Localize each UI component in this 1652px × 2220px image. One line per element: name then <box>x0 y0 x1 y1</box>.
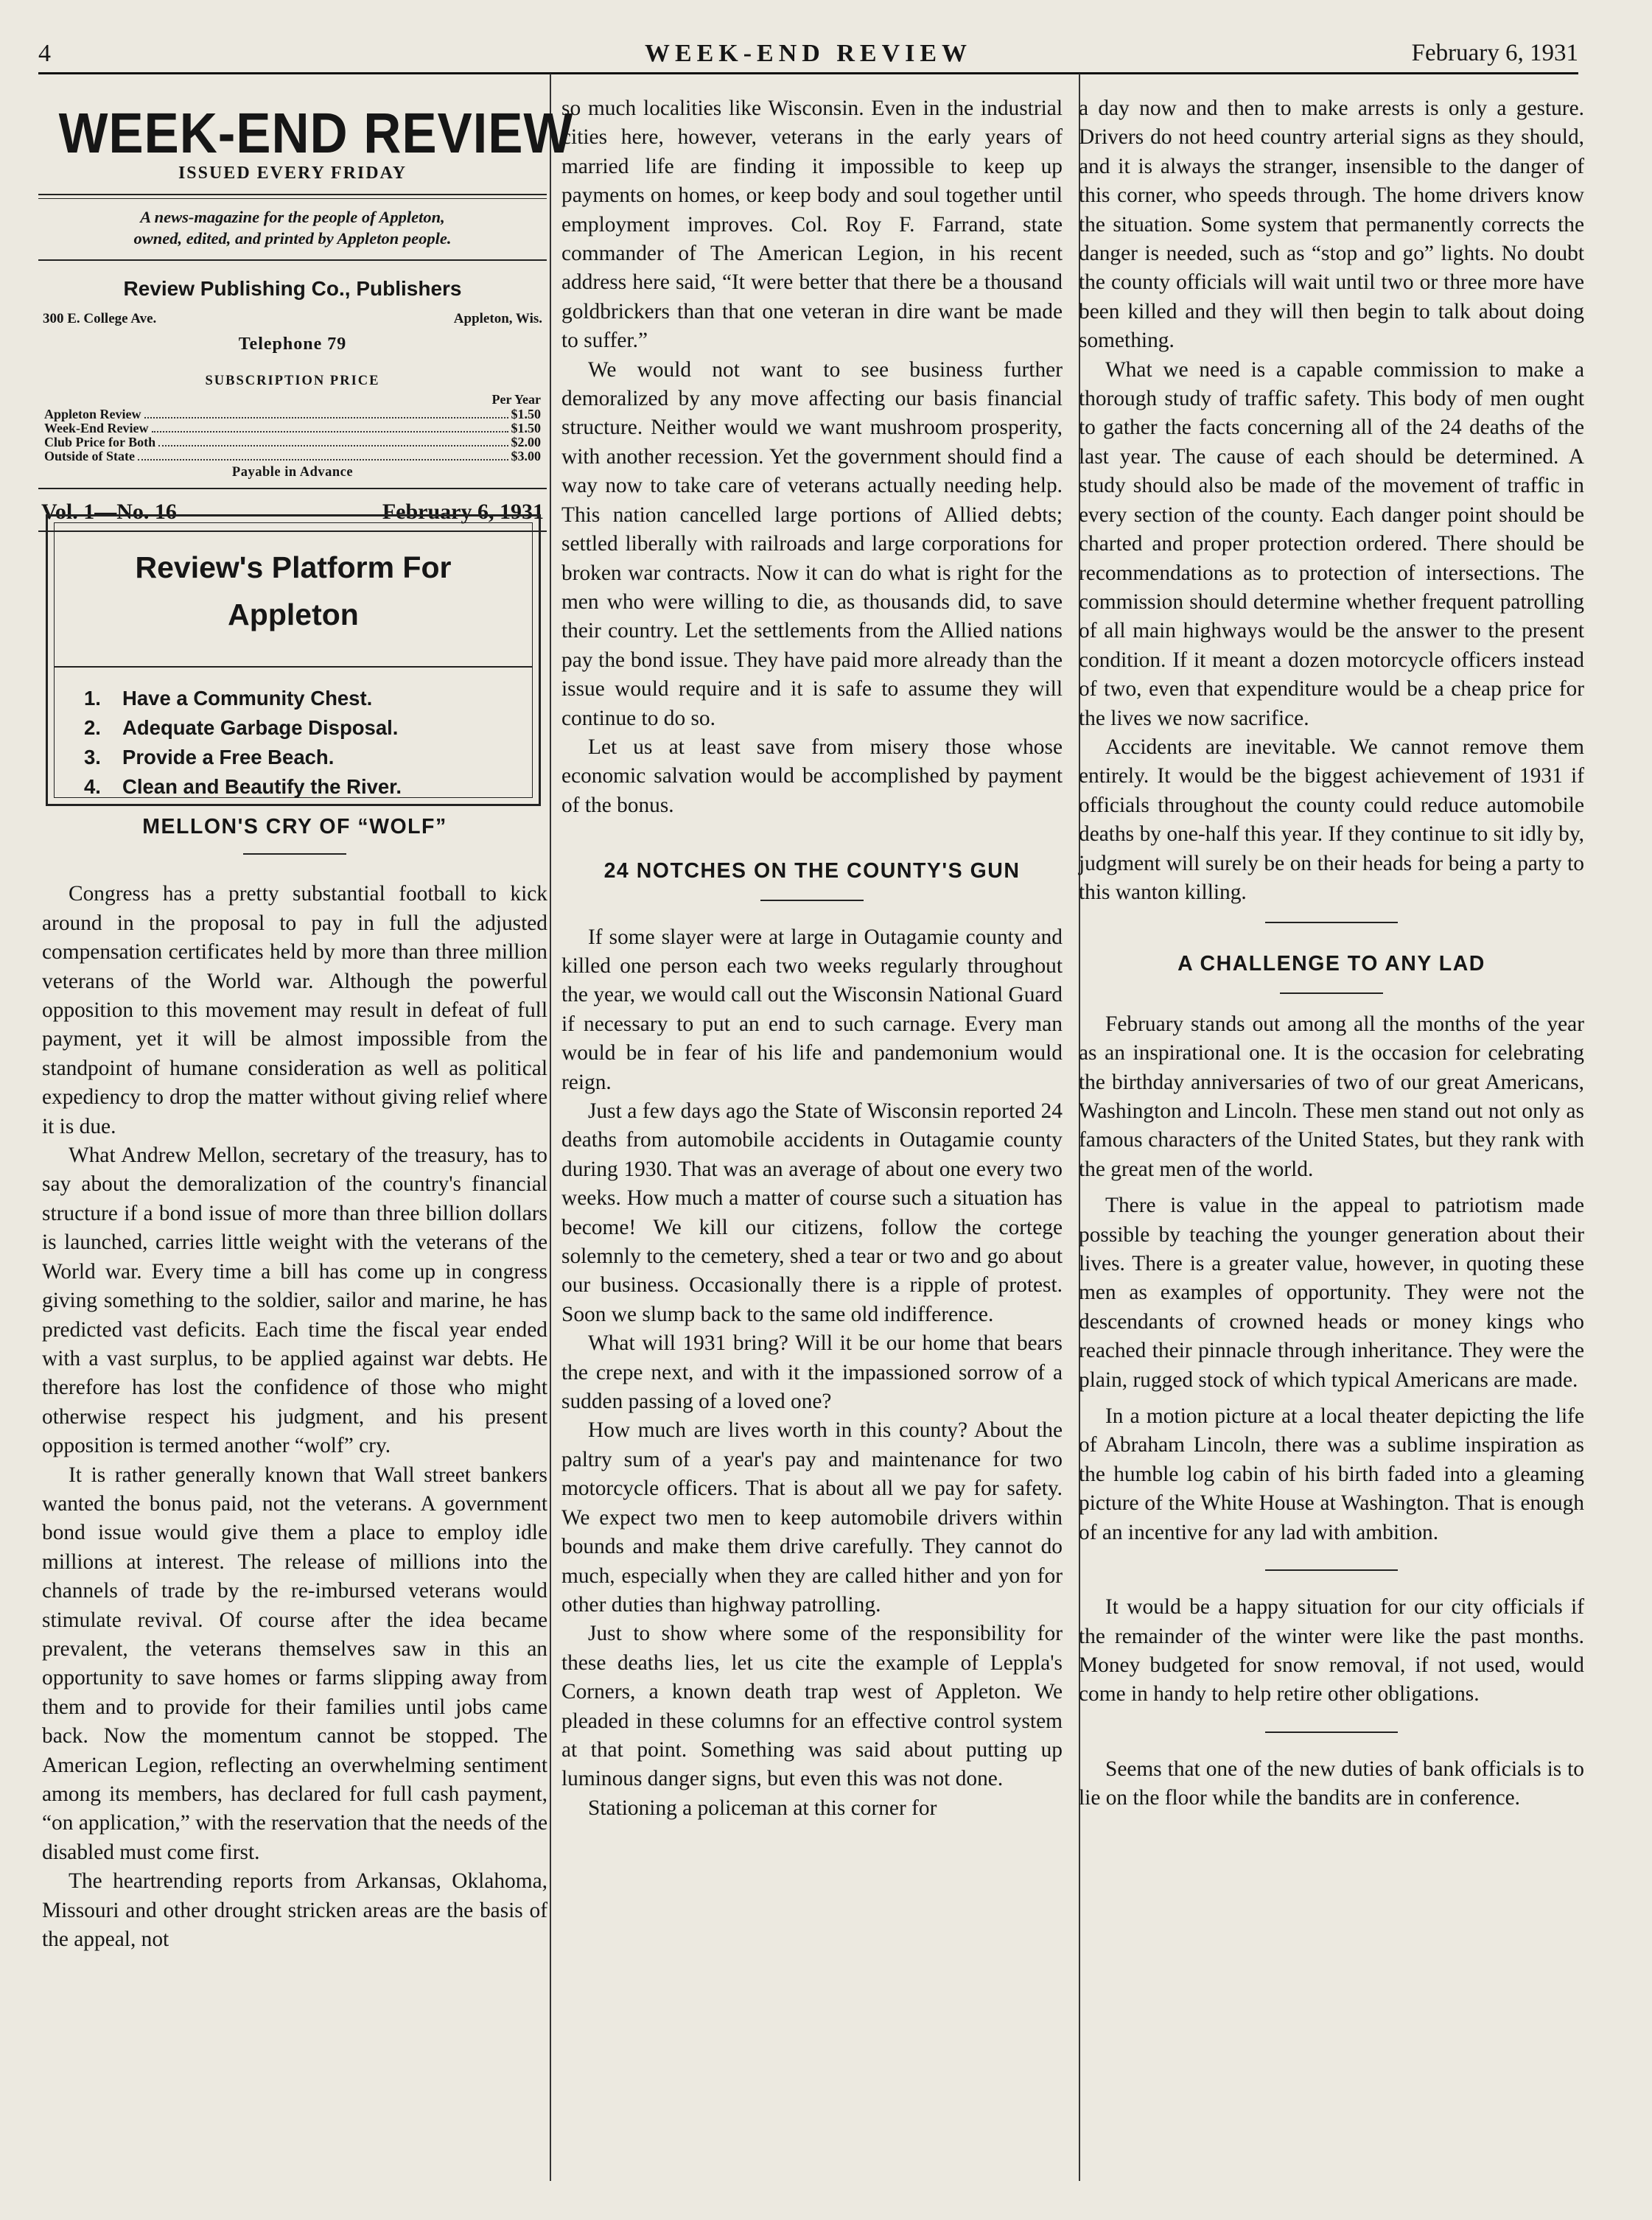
masthead-rule <box>38 194 547 195</box>
column-1 <box>42 813 547 1954</box>
masthead-rule <box>38 488 547 489</box>
platform-title-line: Appleton <box>228 598 359 631</box>
masthead <box>38 102 574 532</box>
header-rule <box>38 72 1578 74</box>
article-paragraph: Accidents are inevitable. We cannot remove them entirely. It would be the biggest achievement of 1931 if officials throughout the county could reduce automobile deaths by one-half this year. If they continue to sit idly by, judgment will surely be on their heads for being a party to this wanton killing. <box>1079 735 1584 904</box>
article-paragraph: a day now and then to make arrests is only a gesture. Drivers do not heed country arterial signs as they should, and it is always the stranger, insensible to the danger of this corner, who speeds through. The home drivers know the situation. Some system that permanently corrects the danger is needed, such as “stop and go” lights. No doubt the county officials will wait until two or three more have been killed and they will then begin to talk about doing something. <box>1079 97 1584 353</box>
article-paragraph: In a motion picture at a local theater depicting the life of Abraham Lincoln, there was a sublime inspiration as the humble log cabin of his birth faded into a gleaming picture of the White House at Washington. That is enough of an incentive for any lad with ambition. <box>1079 1404 1584 1544</box>
price-row <box>38 449 547 463</box>
platform-title-line: Review's Platform For <box>135 550 452 584</box>
article-paragraph: We would not want to see business further demoralized by any move affecting our basis financial structure. Neither would we want mushroom prosperity, with another recession. Yet the government should find a way now to take care of veterans actually needing help. This nation cancelled large portions of Allied debts; settled liberally with railroads and large corporations for broken war contracts. Now it can do what is right for the men who were willing to die, as thousands did, to save their country. Let the settlements from the Allied nations pay the bond issue. They have paid more already than the issue would require and it is safe to assume they will continue to do so. <box>561 357 1063 730</box>
platform-item-number: 1. <box>84 687 101 710</box>
street-address: 300 E. College Ave. <box>43 311 157 326</box>
price-value: $1.50 <box>511 407 541 421</box>
tagline-line: A news-magazine for the people of Appleton, <box>140 208 445 226</box>
price-row <box>38 407 547 421</box>
platform-item-text: Provide a Free Beach. <box>122 746 335 768</box>
platform-item-number: 2. <box>84 716 101 739</box>
price-name: Appleton Review <box>44 407 141 421</box>
subscription-heading: SUBSCRIPTION PRICE <box>205 374 380 388</box>
article-paragraph: There is value in the appeal to patriotism made possible by teaching the younger generation about their lives. There is a greater value, however, in quoting these men as examples of opportunity. They were not the descendants of crowned heads or money kings who reached their pinnacle through inheritance. They were the plain, rugged stock of which typical Americans are made. <box>1079 1194 1584 1392</box>
city: Appleton, Wis. <box>453 311 542 326</box>
article-paragraph: The heartrending reports from Arkansas, Oklahoma, Missouri and other drought stricken areas are the basis of the appeal, not <box>42 1869 547 1952</box>
article-paragraph: How much are lives worth in this county? About the paltry sum of a year's pay and maintenance for two motorcycle officers. That is about all we pay for safety. We expect two men to keep automobile drivers within bounds and make them drive carefully. They cannot do much, especially when they are called hither and yon for other duties than highway patrolling. <box>561 1418 1063 1617</box>
platform-item-text: Adequate Garbage Disposal. <box>122 716 399 739</box>
running-title: WEEK-END REVIEW <box>644 40 973 67</box>
address-row <box>38 308 547 333</box>
platform-title <box>55 544 532 638</box>
platform-item <box>84 772 532 802</box>
article-paragraph: What Andrew Mellon, secretary of the treasury, has to say about the demoralization of the country's financial structure if a bond issue of more than three billion dollars is launched, carries little weight with the veterans of the World war. Every time a bill has come up in congress giving something to the soldier, sailor and marine, he has predicted vast deficits. Each time the fiscal year ended with a vast surplus, to be applied against war debts. He therefore has lost the confidence of those who might otherwise respect his judgment, and his present opposition is termed another “wolf” cry. <box>42 1144 547 1458</box>
volume-number: Vol. 1—No. 16 <box>41 500 177 524</box>
platform-rule <box>55 666 532 668</box>
headline-mellon: MELLON'S CRY OF “WOLF” <box>142 815 447 838</box>
column-3 <box>1079 94 1584 1813</box>
masthead-rule <box>38 198 547 199</box>
masthead-rule <box>38 259 547 261</box>
column-rule <box>550 74 551 2181</box>
article-paragraph: What will 1931 bring? Will it be our home that bears the crepe next, and with it the impassioned sorrow of a sudden passing of a loved one? <box>561 1331 1063 1414</box>
article-paragraph: It would be a happy situation for our city officials if the remainder of the winter were like the past months. Money budgeted for snow removal, if not used, would come in handy to help retire other obligations. <box>1079 1595 1584 1706</box>
publisher-line: Review Publishing Co., Publishers <box>123 277 462 300</box>
article-paragraph: If some slayer were at large in Outagamie county and killed one person each two weeks regularly throughout the year, we would call out the Wisconsin National Guard if necessary to put an end to such carnage. Every man would be in fear of his life and pandemonium would reign. <box>561 925 1063 1094</box>
masthead-tagline <box>38 206 547 249</box>
page-number: 4 <box>38 40 51 67</box>
article-paragraph: Seems that one of the new duties of bank officials is to lie on the floor while the bandits are in conference. <box>1079 1757 1584 1810</box>
tagline-line: owned, edited, and printed by Appleton people. <box>133 229 452 248</box>
running-header <box>38 40 1578 77</box>
price-row <box>38 421 547 435</box>
article-paragraph: Just a few days ago the State of Wisconsin reported 24 deaths from automobile accidents in Outagamie county during 1930. That was an average of about one every two weeks. How much a matter of course such a situation has become! We kill our citizens, follow the cortege solemnly to the cemetery, shed a tear or two and go about our business. Occasionally there is a ripple of protest. Soon we slump back to the same old indifference. <box>561 1099 1063 1326</box>
issue-date: February 6, 1931 <box>382 500 544 524</box>
price-name: Outside of State <box>44 449 135 463</box>
running-date: February 6, 1931 <box>1411 40 1578 66</box>
price-value: $2.00 <box>511 435 541 449</box>
platform-item <box>84 684 532 713</box>
article-paragraph: Let us at least save from misery those whose economic salvation would be accomplished by payment of the bonus. <box>561 735 1063 817</box>
platform-item <box>84 713 532 743</box>
article-paragraph: Stationing a policeman at this corner for <box>588 1796 937 1820</box>
article-paragraph: February stands out among all the months of the year as an inspirational one. It is the occasion for celebrating the birthday anniversaries of two of our great Americans, Washington and Lincoln. These men stand out not only as famous characters of the United States, but they rank with the great men of the world. <box>1079 1012 1584 1181</box>
article-paragraph: Congress has a pretty substantial football to kick around in the proposal to pay in full the adjusted compensation certificates held by more than three million veterans of the World war. Although the powerful opposition to this movement may result in defeat of full payment, yet it will be almost impossible from the standpoint of humane consideration as well as political expediency to drop the matter without giving relief where it is due. <box>42 882 547 1138</box>
platform-item-text: Have a Community Chest. <box>122 687 373 710</box>
article-paragraph: What we need is a capable commission to make a thorough study of traffic safety. This body of men ought to gather the facts concerning all of the 24 deaths of the last year. The cause of each should be determined. A study should also be made of the movement of traffic in every section of the county. Each danger point should be charted and proper protection ordered. There should be recommendations as to protection of intersections. The commission should determine whether frequent patrolling of all main highways would be the answer to the present condition. If it meant a dozen motorcycle officers instead of two, even that expenditure would be a cheap price for the lives we now sacrifice. <box>1079 357 1584 730</box>
platform-item <box>84 743 532 772</box>
telephone: Telephone 79 <box>238 335 347 354</box>
masthead-title: WEEK-END REVIEW <box>58 102 574 165</box>
article-paragraph: Just to show where some of the responsibility for these deaths lies, let us cite the example of Leppla's Corners, a known death trap west of Appleton. We pleaded in these columns for an effective control system at that point. Something was said about putting up luminous danger signs, but even this was not done. <box>561 1622 1063 1791</box>
price-name: Week-End Review <box>44 421 149 435</box>
platform-item-number: 4. <box>84 775 101 798</box>
masthead-issued: ISSUED EVERY FRIDAY <box>178 164 407 183</box>
headline-notches: 24 NOTCHES ON THE COUNTY'S GUN <box>603 859 1021 883</box>
column-2 <box>561 94 1063 1823</box>
headline-challenge: A CHALLENGE TO ANY LAD <box>1177 952 1485 976</box>
payable-note: Payable in Advance <box>231 465 354 480</box>
price-value: $3.00 <box>511 449 541 463</box>
platform-box <box>46 514 541 806</box>
platform-list <box>84 684 532 802</box>
per-year-label: Per Year <box>491 392 541 407</box>
price-name: Club Price for Both <box>44 435 156 449</box>
article-paragraph: so much localities like Wisconsin. Even in the industrial cities here, however, veterans in the early years of married life are finding it impossible to keep up payments on homes, or keep body and soul together until employment improves. Col. Roy F. Farrand, state commander of The American Legion, in his recent address here said, “It were better that there be a thousand goldbrickers than that one veteran in dire want be made to suffer.” <box>561 97 1063 353</box>
price-value: $1.50 <box>511 421 541 435</box>
platform-item-number: 3. <box>84 746 101 768</box>
article-paragraph: It is rather generally known that Wall street bankers wanted the bonus paid, not the veterans. A government bond issue would give them a place to employ idle millions at interest. The release of millions into the channels of trade by the re-imbursed veterans would stimulate revival. Of course after the idea became prevalent, the veterans themselves saw in this an opportunity to save homes or farms slipping away from them and to provide for their families until jobs came back. Now the momentum cannot be stopped. The American Legion, reflecting an overwhelming sentiment among its members, has declared for full cash payment, “on application,” with the reservation that the needs of the disabled must come first. <box>42 1463 547 1864</box>
price-row <box>38 435 547 449</box>
platform-item-text: Clean and Beautify the River. <box>122 775 402 798</box>
